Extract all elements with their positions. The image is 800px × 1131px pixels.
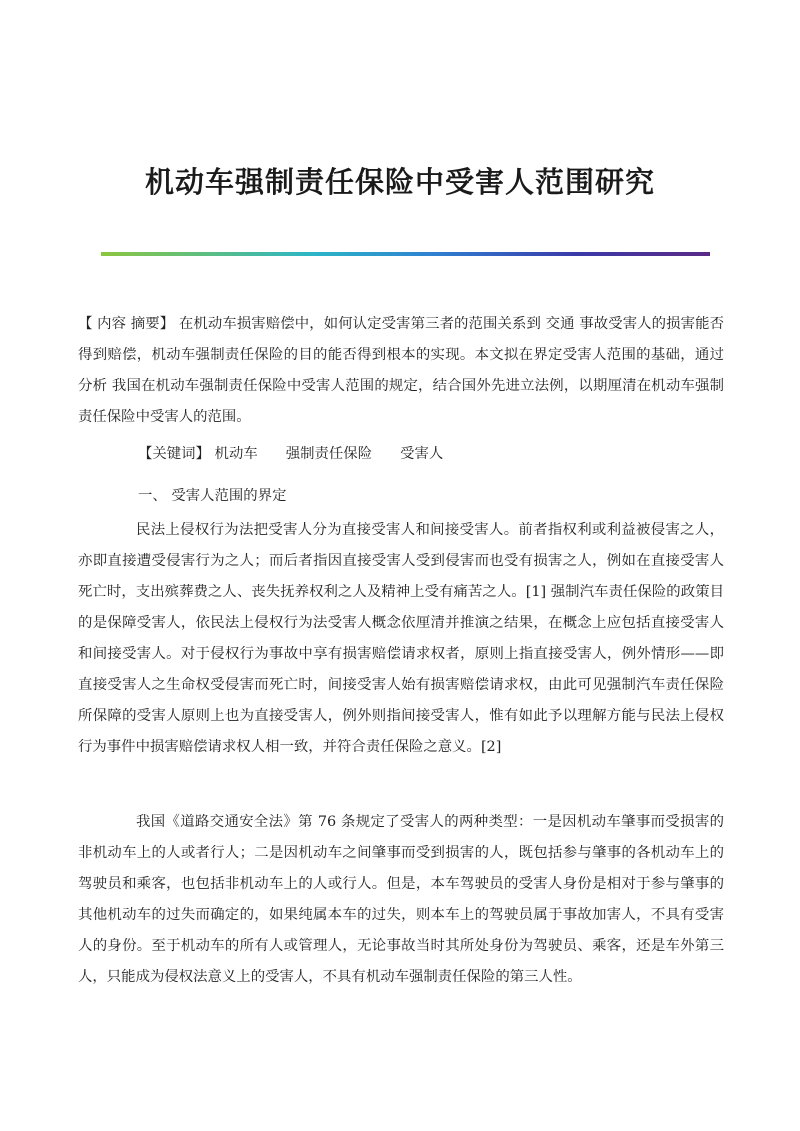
keyword-item: 受害人 (400, 446, 444, 462)
body-paragraph: 民法上侵权行为法把受害人分为直接受害人和间接受害人。前者指权利或利益被侵害之人，亦即直接遭受侵害行为之人；而后者指因直接受害人受到侵害而也受有损害之人，例如在直接受害人死亡时，支出殡葬费之人、丧失抚养权利之人及精神上受有痛苦之人。[1] 强制汽车责任保险的政策目的是保障受害人，依民法上侵权行为法受害人概念依厘清并推演之结果，在概念上应包括直接受害人和间接受害人。对于侵权行为事故中享有损害赔偿请求权者，原则上指直接受害人，例外情形——即直接受害人之生命权受侵害而死亡时，间接受害人始有损害赔偿请求权，由此可见强制汽车责任保险所保障的受害人原则上也为直接受害人，例外则指间接受害人，惟有如此予以理解方能与民法上侵权行为事件中损害赔偿请求权人相一致，并符合责任保险之意义。[2] (78, 522, 724, 755)
keyword-item: 强制责任保险 (285, 446, 373, 462)
keywords-label: 【关键词】 (138, 446, 210, 462)
keyword-item: 机动车 (214, 446, 258, 462)
document-title: 机动车强制责任保险中受害人范围研究 (144, 165, 655, 199)
title-divider (101, 252, 710, 256)
section-heading: 一、 受害人范围的界定 (138, 488, 287, 504)
body-paragraph: 我国《道路交通安全法》第 76 条规定了受害人的两种类型：一是因机动车肇事而受损害的非机动车上的人或者行人；二是因机动车之间肇事而受到损害的人，既包括参与肇事的各机动车上的驾驶员和乘客，也包括非机动车上的人或行人。但是，本车驾驶员的受害人身份是相对于参与肇事的其他机动车的过失而确定的，如果纯属本车的过失，则本车上的驾驶员属于事故加害人，不具有受害人的身份。至于机动车的所有人或管理人，无论事故当时其所处身份为驾驶员、乘客，还是车外第三人，只能成为侵权法意义上的受害人，不具有机动车强制责任保险的第三人性。 (78, 814, 724, 985)
abstract-paragraph: 【 内容 摘要】 在机动车损害赔偿中，如何认定受害第三者的范围关系到 交通 事故受害人的损害能否得到赔偿，机动车强制责任保险的目的能否得到根本的实现。本文拟在界定受害人范围的基础，通过 分析 我国在机动车强制责任保险中受害人范围的规定，结合国外先进立法例，以期厘清在机动车强制责任保险中受害人的范围。 (78, 316, 724, 425)
keywords-line (138, 439, 738, 470)
